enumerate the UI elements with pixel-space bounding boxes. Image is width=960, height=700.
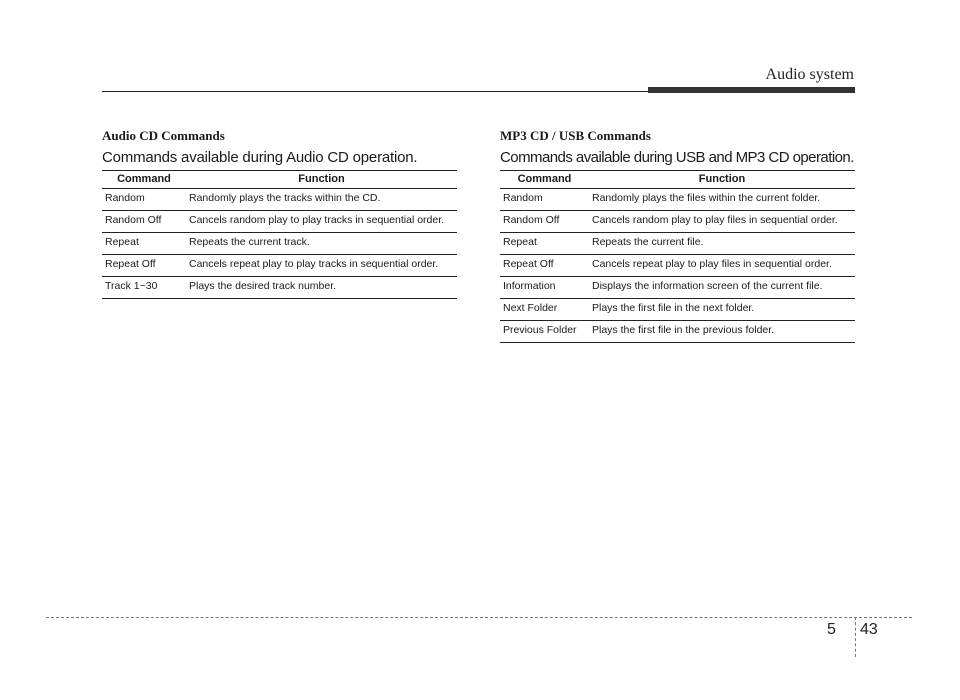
mp3-usb-table <box>500 170 855 343</box>
command-cell: Random Off <box>102 211 186 233</box>
audio-cd-title: Audio CD Commands <box>102 128 225 143</box>
function-cell: Repeats the current track. <box>186 233 457 255</box>
table-row <box>102 211 457 233</box>
column-header-command: Command <box>500 171 589 189</box>
table-header-row <box>102 171 457 189</box>
function-cell: Plays the desired track number. <box>186 277 457 299</box>
table-header-row <box>500 171 855 189</box>
column-header-function: Function <box>589 171 855 189</box>
function-cell: Cancels repeat play to play tracks in sequential order. <box>186 255 457 277</box>
footer-rule <box>46 617 912 618</box>
audio-cd-table <box>102 170 457 299</box>
table-row <box>500 233 855 255</box>
command-cell: Repeat <box>500 233 589 255</box>
table-row <box>500 321 855 343</box>
function-cell: Randomly plays the tracks within the CD. <box>186 189 457 211</box>
command-cell: Previous Folder <box>500 321 589 343</box>
mp3-usb-table-body <box>500 189 855 343</box>
mp3-usb-subtitle: Commands available during USB and MP3 CD operation. <box>500 149 854 166</box>
table-row <box>500 211 855 233</box>
function-cell: Cancels random play to play tracks in sequential order. <box>186 211 457 233</box>
table-row <box>102 233 457 255</box>
table-row <box>500 277 855 299</box>
table-row <box>102 255 457 277</box>
function-cell: Displays the information screen of the current file. <box>589 277 855 299</box>
command-cell: Random <box>500 189 589 211</box>
function-cell: Cancels random play to play files in sequential order. <box>589 211 855 233</box>
command-cell: Information <box>500 277 589 299</box>
table-row <box>500 255 855 277</box>
command-cell: Repeat <box>102 233 186 255</box>
mp3-usb-title: MP3 CD / USB Commands <box>500 128 651 143</box>
command-cell: Random <box>102 189 186 211</box>
table-row <box>102 189 457 211</box>
page-number-divider <box>855 617 856 657</box>
header-rule <box>102 91 652 92</box>
function-cell: Randomly plays the files within the current folder. <box>589 189 855 211</box>
command-cell: Repeat Off <box>102 255 186 277</box>
page-number: 43 <box>860 621 878 638</box>
chapter-number: 5 <box>827 621 836 638</box>
command-cell: Track 1~30 <box>102 277 186 299</box>
function-cell: Cancels repeat play to play files in sequential order. <box>589 255 855 277</box>
header-title: Audio system <box>765 66 854 83</box>
table-row <box>500 189 855 211</box>
function-cell: Plays the first file in the previous folder. <box>589 321 855 343</box>
command-cell: Random Off <box>500 211 589 233</box>
command-cell: Repeat Off <box>500 255 589 277</box>
function-cell: Repeats the current file. <box>589 233 855 255</box>
table-row <box>102 277 457 299</box>
audio-cd-subtitle: Commands available during Audio CD operation. <box>102 149 418 166</box>
mp3-usb-section <box>500 128 855 343</box>
audio-cd-table-body <box>102 189 457 299</box>
audio-cd-section <box>102 128 457 299</box>
header-rule-bar <box>648 87 855 93</box>
column-header-function: Function <box>186 171 457 189</box>
column-header-command: Command <box>102 171 186 189</box>
function-cell: Plays the first file in the next folder. <box>589 299 855 321</box>
command-cell: Next Folder <box>500 299 589 321</box>
table-row <box>500 299 855 321</box>
